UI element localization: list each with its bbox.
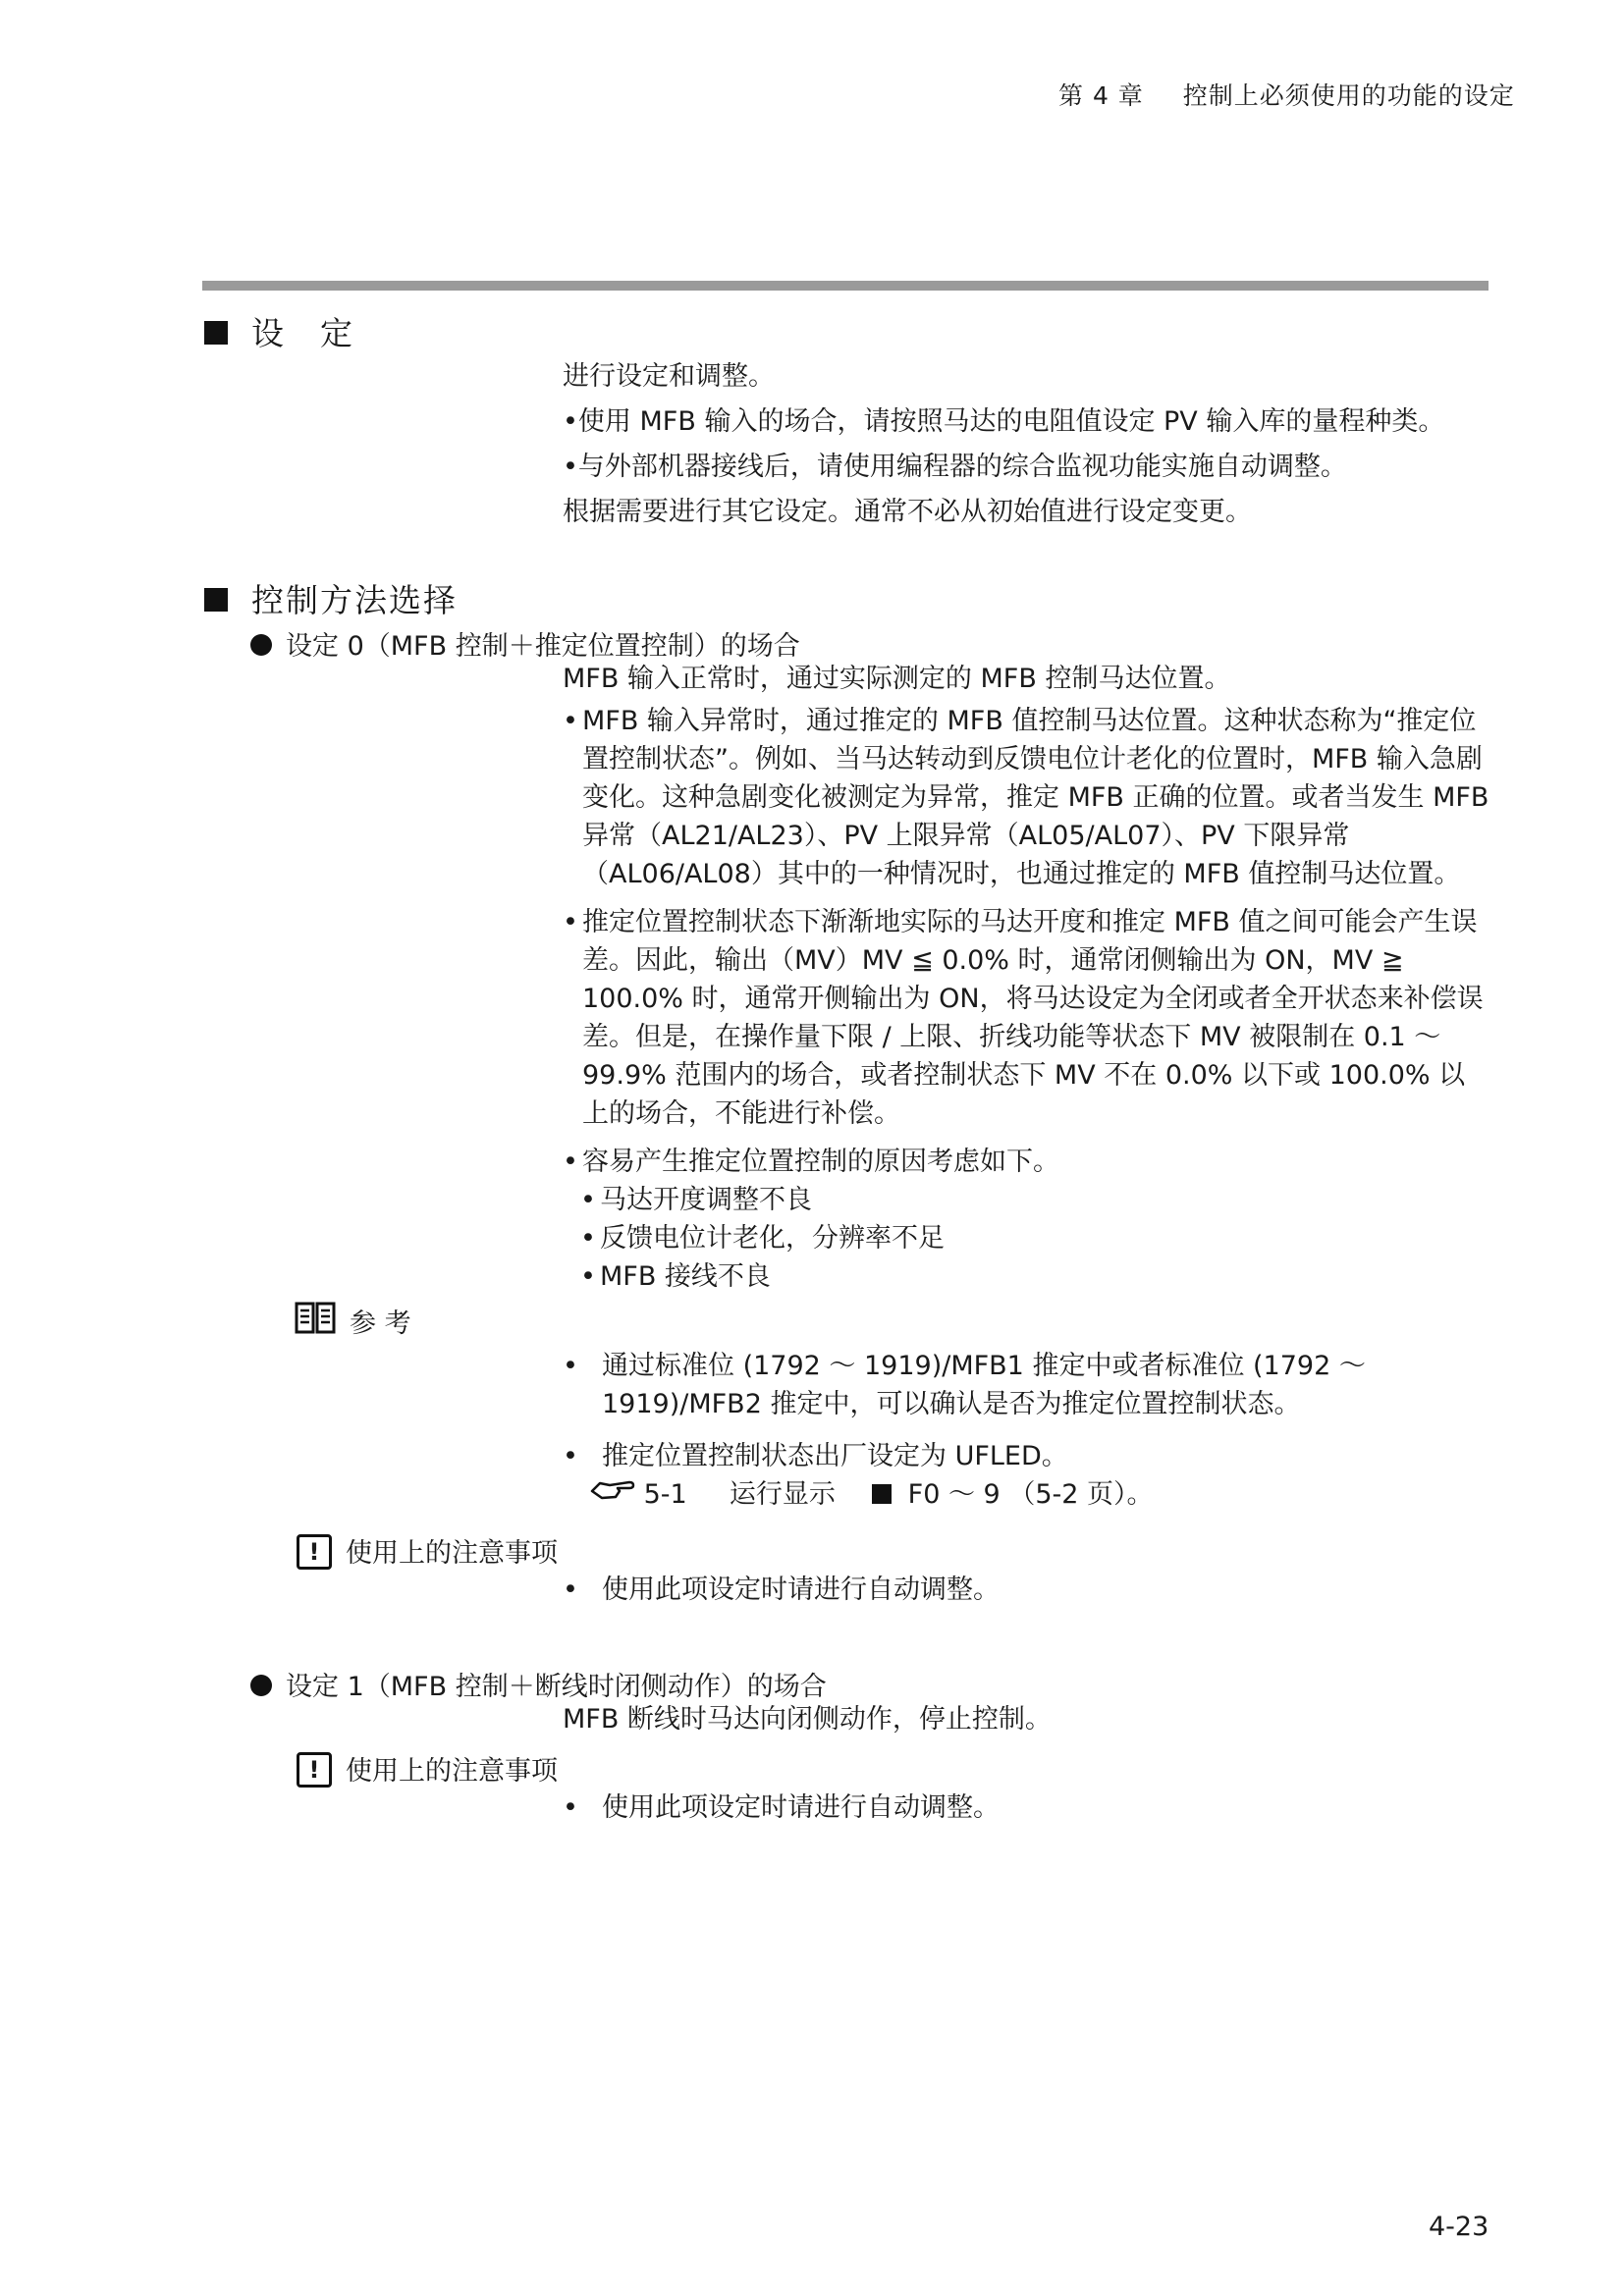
caution-heading-1: ! 使用上的注意事项 [297,1531,558,1573]
cause-item: • 反馈电位计老化，分辨率不足 [580,1219,1490,1257]
square-bullet-icon [204,321,228,345]
caution-heading-2: ! 使用上的注意事项 [297,1749,558,1790]
reference-link[interactable] [563,1475,1451,1515]
cause-item: • MFB 接线不良 [580,1257,1490,1296]
setting0-bullet-3: • 容易产生推定位置控制的原因考虑如下。 [563,1143,1490,1181]
circle-bullet-icon [250,1675,272,1696]
setting-line-2: •使用 MFB 输入的场合，请按照马达的电阻值设定 PV 输入库的量程种类。 [563,406,1445,437]
setting1-heading: 设定 1（MFB 控制＋断线时闭侧动作）的场合 [250,1665,827,1703]
causes-list [563,1181,1490,1296]
square-bullet-icon [872,1484,892,1504]
setting0-bullet-2: • 推定位置控制状态下渐渐地实际的马达开度和推定 MFB 值之间可能会产生误差。因此，输出（MV）MV ≦ 0.0% 时，通常闭侧输出为 ON，MV ≧ 100.0% 时，通常开侧输出为 ON，将马达设定为全闭或者全开状态来补偿误差。但是，在操作量下限 / 上限、折线功能等状态下 MV 被限制在 0.1 ～ 99.9% 范围内的场合，或者控制状态下 MV 不在 0.0% 以下或 100.0% 以上的场合，不能进行补偿。 [563,903,1490,1133]
reference-item-2: • 推定位置控制状态出厂设定为 UFLED。 [563,1441,1068,1471]
section-heading-setting: 设 定 [204,308,354,354]
setting0-body [563,660,1490,1296]
section-heading-control-method: 控制方法选择 [204,575,458,621]
chapter-label: 第 4 章 [1058,81,1144,110]
setting-line-4: 根据需要进行其它设定。通常不必从初始值进行设定变更。 [563,497,1252,527]
reference-item-1: • 通过标准位 (1792 ～ 1919)/MFB1 推定中或者标准位 (1792 ～ 1919)/MFB2 推定中，可以确认是否为推定位置控制状态。 [563,1351,1366,1419]
link-section-number: 5-1 [643,1479,687,1510]
section-divider [202,281,1489,291]
square-bullet-icon [204,588,228,612]
caution-item-1: • 使用此项设定时请进行自动调整。 [563,1575,1000,1605]
page-header [1058,77,1515,112]
page-number: 4-23 [1429,2212,1489,2242]
circle-bullet-icon [250,634,272,656]
cause-item: • 马达开度调整不良 [580,1181,1490,1219]
exclamation-icon: ! [297,1752,332,1788]
link-target: F0 ～ 9 [907,1479,1001,1510]
setting0-intro: MFB 输入正常时，通过实际测定的 MFB 控制马达位置。 [563,664,1231,694]
setting0-heading: 设定 0（MFB 控制＋推定位置控制）的场合 [250,624,800,663]
setting0-bullet-1: • MFB 输入异常时，通过推定的 MFB 值控制马达位置。这种状态称为“推定位置控制状态”。例如、当马达转动到反馈电位计老化的位置时，MFB 输入急剧变化。这种急剧变化被测定为异常，推定 MFB 正确的位置。或者当发生 MFB 异常（AL21/AL23）、PV 上限异常（AL05/AL07）、PV 下限异常（AL06/AL08）其中的一种情况时，也通过推定的 MFB 值控制马达位置。 [563,702,1490,893]
setting1-intro: MFB 断线时马达向闭侧动作，停止控制。 [563,1704,1052,1735]
setting-line-3: •与外部机器接线后，请使用编程器的综合监视功能实施自动调整。 [563,452,1347,482]
caution-item-2: • 使用此项设定时请进行自动调整。 [563,1792,1000,1823]
chapter-title: 控制上必须使用的功能的设定 [1182,81,1515,110]
exclamation-icon: ! [297,1534,332,1570]
book-icon [295,1301,336,1343]
reference-heading: 参 考 [295,1302,411,1346]
link-page: （5-2 页）。 [1008,1479,1154,1510]
reference-body [563,1347,1451,1515]
setting-line-1: 进行设定和调整。 [563,361,775,392]
setting-body [563,357,1495,531]
link-section-title: 运行显示 [729,1479,836,1510]
pointing-hand-icon [590,1473,635,1512]
